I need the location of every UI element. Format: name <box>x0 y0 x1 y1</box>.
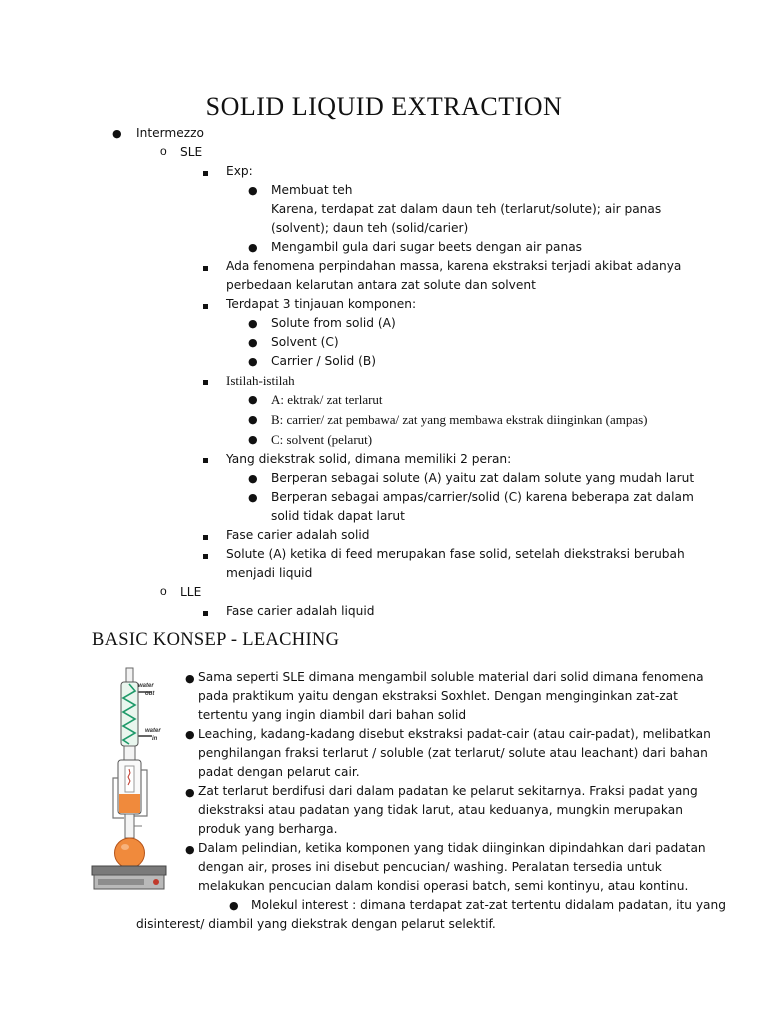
bullet-dot: ● <box>248 336 258 349</box>
fenomena-line-2: perbedaan kelarutan antara zat solute dan solvent <box>226 278 536 292</box>
leaching-bullet-4-line-3: melakukan pencucian dalam kondisi operasi batch, semi kontinyu, atau kontinu. <box>198 879 689 893</box>
bullet-square <box>203 171 208 176</box>
water-in-label-2: in <box>152 736 158 742</box>
diekstrak-label: Yang diekstrak solid, dimana memiliki 2 peran: <box>226 452 512 466</box>
diekstrak-item-2-line-1: Berperan sebagai ampas/carrier/solid (C) karena beberapa zat dalam <box>271 490 694 504</box>
tinjauan-item: Solute from solid (A) <box>271 316 396 330</box>
bullet-square <box>203 535 208 540</box>
bullet-dot: ● <box>248 393 258 406</box>
water-out-label-2: out <box>145 691 155 697</box>
exp-label: Exp: <box>226 164 253 178</box>
bullet-square <box>203 266 208 271</box>
intermezzo-label: Intermezzo <box>136 126 205 140</box>
bullet-dot: ● <box>248 433 258 446</box>
leaching-bullet-1-line-3: tertentu yang ingin diambil dari bahan solid <box>198 708 467 722</box>
leaching-bullet-4-line-1: Dalam pelindian, ketika komponen yang tidak diinginkan dipindahkan dari padatan <box>198 841 706 855</box>
bullet-dot: ● <box>185 672 195 685</box>
leaching-bullet-2-line-1: Leaching, kadang-kadang disebut ekstraksi padat-cair (atau cair-padat), melibatkan <box>198 727 711 741</box>
molekul-line-2: disinterest/ diambil yang diekstrak dengan pelarut selektif. <box>136 917 496 931</box>
fenomena-line-1: Ada fenomena perpindahan massa, karena ekstraksi terjadi akibat adanya <box>226 259 682 273</box>
water-out-label-1: water <box>138 683 154 689</box>
istilah-item: B: carrier/ zat pembawa/ zat yang membawa ekstrak diinginkan (ampas) <box>271 412 648 427</box>
bullet-dot: ● <box>248 491 258 504</box>
bullet-dot: ● <box>248 241 258 254</box>
leaching-bullet-1-line-2: pada praktikum yaitu dengan ekstraksi Soxhlet. Dengan menginginkan zat-zat <box>198 689 678 703</box>
bullet-dot: ● <box>112 127 122 140</box>
exp-item-1-line-3: (solvent); daun teh (solid/carier) <box>271 221 469 235</box>
molekul-line-1: Molekul interest : dimana terdapat zat-zat tertentu didalam padatan, itu yang <box>251 898 726 912</box>
soxhlet-apparatus-image <box>90 666 172 892</box>
leaching-bullet-4-line-2: dengan air, proses ini disebut pencucian/ washing. Peralatan tersedia untuk <box>198 860 662 874</box>
bullet-dot: ● <box>185 843 195 856</box>
bullet-square <box>203 611 208 616</box>
page-title: SOLID LIQUID EXTRACTION <box>205 92 563 121</box>
bullet-circle: o <box>160 144 167 158</box>
fase-carier-liquid: Fase carier adalah liquid <box>226 604 375 618</box>
leaching-bullet-3-line-2: diekstraksi atau padatan yang tidak larut, atau keduanya, mungkin merupakan <box>198 803 683 817</box>
bullet-dot: ● <box>248 472 258 485</box>
bullet-circle: o <box>160 584 167 598</box>
bullet-square <box>203 458 208 463</box>
diekstrak-item-2-line-2: solid tidak dapat larut <box>271 509 405 523</box>
leaching-bullet-2-line-3: padat dengan pelarut cair. <box>198 765 360 779</box>
fase-carier-solid: Fase carier adalah solid <box>226 528 370 542</box>
bullet-dot: ● <box>185 786 195 799</box>
bullet-square <box>203 304 208 309</box>
bullet-dot: ● <box>185 728 195 741</box>
bullet-dot: ● <box>248 184 258 197</box>
leaching-bullet-3-line-1: Zat terlarut berdifusi dari dalam padatan ke pelarut sekitarnya. Fraksi padat yang <box>198 784 698 798</box>
exp-item-1-line-1: Membuat teh <box>271 183 353 197</box>
water-in-label-1: water <box>145 728 161 734</box>
leaching-bullet-3-line-3: produk yang berharga. <box>198 822 338 836</box>
istilah-item: C: solvent (pelarut) <box>271 432 373 447</box>
exp-item-2: Mengambil gula dari sugar beets dengan air panas <box>271 240 583 254</box>
exp-item-1-line-2: Karena, terdapat zat dalam daun teh (terlarut/solute); air panas <box>271 202 662 216</box>
istilah-label: Istilah-istilah <box>226 373 295 388</box>
solute-feed-line-1: Solute (A) ketika di feed merupakan fase solid, setelah diekstraksi berubah <box>226 547 685 561</box>
solute-feed-line-2: menjadi liquid <box>226 566 313 580</box>
istilah-item: A: ektrak/ zat terlarut <box>271 392 383 407</box>
leaching-bullet-2-line-2: penghilangan fraksi terlarut / soluble (zat terlarut/ solute atau leachant) dari bahan <box>198 746 708 760</box>
bullet-square <box>203 380 208 385</box>
lle-label: LLE <box>180 585 202 599</box>
bullet-square <box>203 554 208 559</box>
sle-label: SLE <box>180 145 203 159</box>
bullet-dot: ● <box>248 413 258 426</box>
tinjauan-item: Carrier / Solid (B) <box>271 354 376 368</box>
bullet-dot: ● <box>248 355 258 368</box>
tinjauan-label: Terdapat 3 tinjauan komponen: <box>226 297 417 311</box>
diekstrak-item-1: Berperan sebagai solute (A) yaitu zat dalam solute yang mudah larut <box>271 471 695 485</box>
leaching-bullet-1-line-1: Sama seperti SLE dimana mengambil soluble material dari solid dimana fenomena <box>198 670 704 684</box>
bullet-dot: ● <box>229 899 239 912</box>
tinjauan-item: Solvent (C) <box>271 335 339 349</box>
bullet-dot: ● <box>248 317 258 330</box>
section-heading-leaching: BASIC KONSEP - LEACHING <box>92 630 340 650</box>
